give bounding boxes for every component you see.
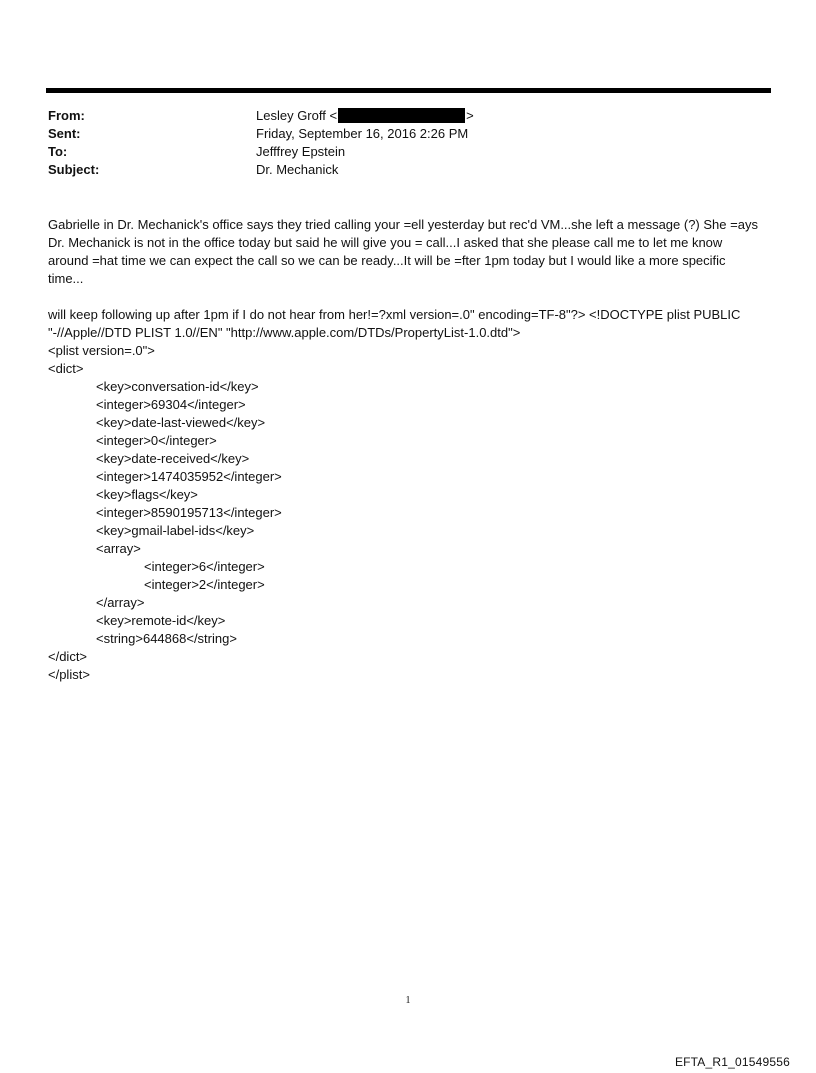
email-header: [48, 107, 748, 179]
plist-line: <key>conversation-id</key>: [96, 379, 259, 394]
plist-line: </plist>: [48, 667, 90, 682]
plist-line: <dict>: [48, 361, 84, 376]
from-label: From:: [48, 108, 85, 123]
body-paragraph-1: Gabrielle in Dr. Mechanick's office says they tried calling your =ell yesterday but rec'd VM...she left a message (?) She =ays Dr. Mechanick is not in the office today but said he will give you = call...I asked that she please call me to let me know around =hat time we can expect the call so we can be ready...It will be =fter 1pm today but I would like a more specific time...: [48, 217, 758, 286]
sent-label: Sent:: [48, 126, 81, 141]
to-value: Jefffrey Epstein: [256, 144, 346, 159]
plist-line: <integer>8590195713</integer>: [96, 505, 282, 520]
subject-value: Dr. Mechanick: [256, 162, 339, 177]
plist-line: <key>date-received</key>: [96, 451, 250, 466]
plist-line: <key>remote-id</key>: [96, 613, 226, 628]
plist-line: </dict>: [48, 649, 88, 664]
paragraph-gap: [48, 288, 760, 306]
from-row: [48, 107, 748, 125]
from-name: Lesley Groff <: [256, 108, 338, 123]
plist-line: <string>644868</string>: [96, 631, 237, 646]
plist-line: <key>date-last-viewed</key>: [96, 415, 266, 430]
to-label: To:: [48, 144, 68, 159]
from-suffix: >: [466, 108, 474, 123]
plist-line: <integer>0</integer>: [96, 433, 217, 448]
plist-line: <integer>2</integer>: [144, 577, 265, 592]
body-paragraph-2: will keep following up after 1pm if I do not hear from her!=?xml version=.0" encoding=TF-8"?> <!DOCTYPE plist PUBLIC "-//Apple//DTD PLIST 1.0//EN" "http://www.apple.com/DTDs/PropertyList-1.0.dtd">: [48, 307, 741, 340]
plist-line: </array>: [96, 595, 145, 610]
sent-row: [48, 125, 748, 143]
subject-label: Subject:: [48, 162, 100, 177]
page-number: 1: [405, 995, 411, 1006]
plist-line: <key>flags</key>: [96, 487, 198, 502]
redaction-box: [338, 108, 465, 123]
plist-line: <integer>6</integer>: [144, 559, 265, 574]
plist-line: <key>gmail-label-ids</key>: [96, 523, 255, 538]
to-row: [48, 143, 748, 161]
subject-row: [48, 161, 748, 179]
document-id: EFTA_R1_01549556: [674, 1055, 790, 1069]
email-body: [48, 216, 760, 684]
plist-line: <array>: [96, 541, 141, 556]
plist-line: <integer>1474035952</integer>: [96, 469, 282, 484]
plist-line: <integer>69304</integer>: [96, 397, 246, 412]
header-rule: [46, 88, 771, 93]
from-value: [256, 107, 474, 125]
sent-value: Friday, September 16, 2016 2:26 PM: [256, 126, 469, 141]
plist-line: <plist version=.0">: [48, 343, 155, 358]
